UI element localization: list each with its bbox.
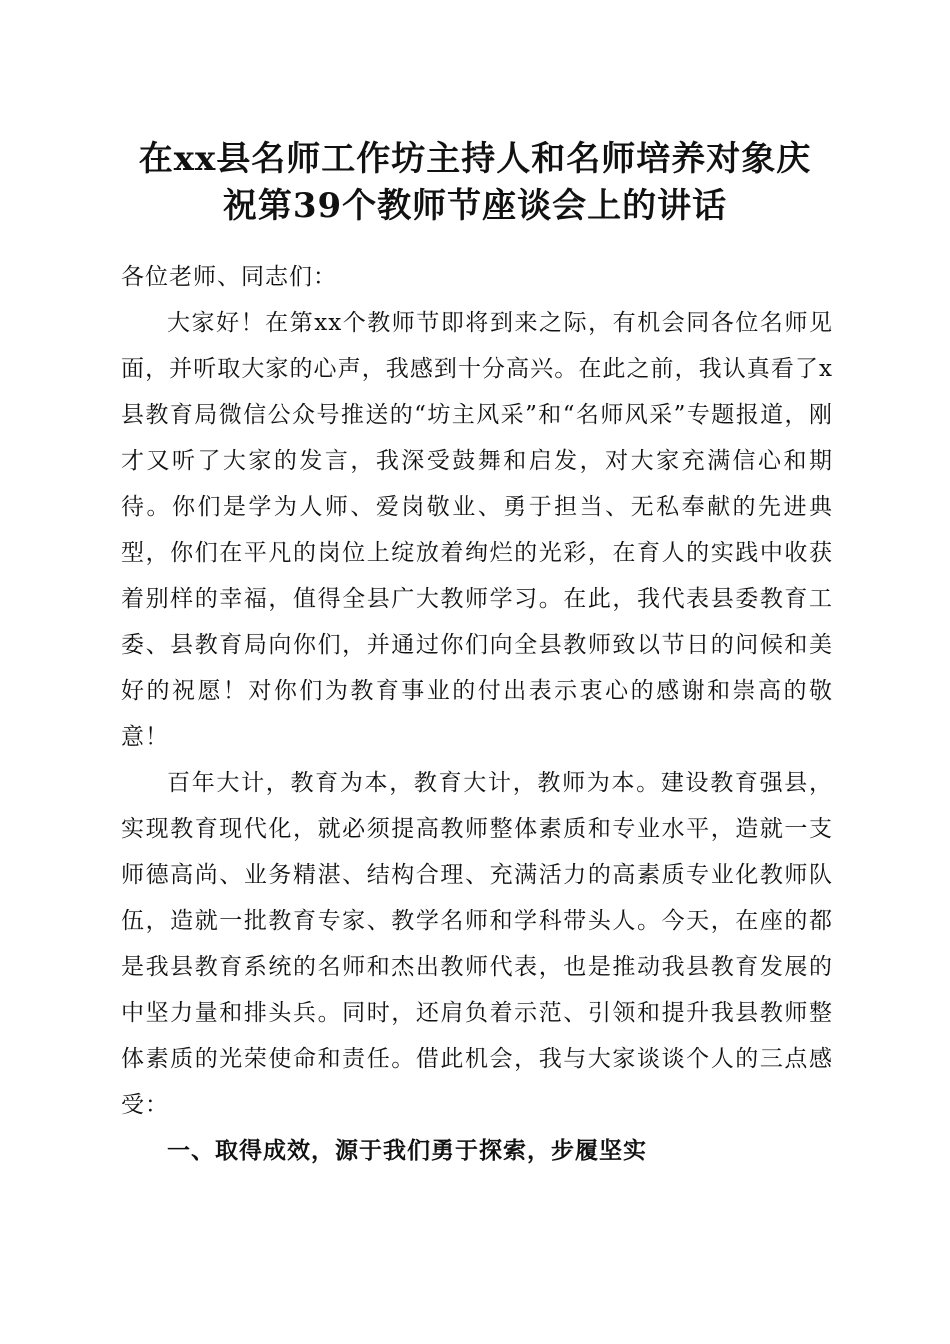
- title-line-2: 祝第39个教师节座谈会上的讲话: [222, 186, 728, 226]
- document-body: [121, 254, 833, 1174]
- section-heading: 一、取得成效，源于我们勇于探索，步履坚实: [167, 1138, 647, 1164]
- document-title: [110, 136, 840, 230]
- salutation: 各位老师、同志们：: [121, 264, 337, 290]
- paragraph: 百年大计，教育为本，教育大计，教师为本。建设教育强县，实现教育现代化，就必须提高教师整体素质和专业水平，造就一支师德高尚、业务精湛、结构合理、充满活力的高素质专业化教师队伍，造就一批教育专家、教学名师和学科带头人。今天，在座的都是我县教育系统的名师和杰出教师代表，也是推动我县教育发展的中坚力量和排头兵。同时，还肩负着示范、引领和提升我县教师整体素质的光荣使命和责任。借此机会，我与大家谈谈个人的三点感受：: [121, 770, 833, 1118]
- title-line-1: 在xx县名师工作坊主持人和名师培养对象庆: [138, 139, 812, 179]
- paragraph: 大家好！在第xx个教师节即将到来之际，有机会同各位名师见面，并听取大家的心声，我感到十分高兴。在此之前，我认真看了x县教育局微信公众号推送的“坊主风采”和“名师风采”专题报道，刚才又听了大家的发言，我深受鼓舞和启发，对大家充满信心和期待。你们是学为人师、爱岗敬业、勇于担当、无私奉献的先进典型，你们在平凡的岗位上绽放着绚烂的光彩，在育人的实践中收获着别样的幸福，值得全县广大教师学习。在此，我代表县委教育工委、县教育局向你们，并通过你们向全县教师致以节日的问候和美好的祝愿！对你们为教育事业的付出表示衷心的感谢和崇高的敬意！: [121, 310, 833, 750]
